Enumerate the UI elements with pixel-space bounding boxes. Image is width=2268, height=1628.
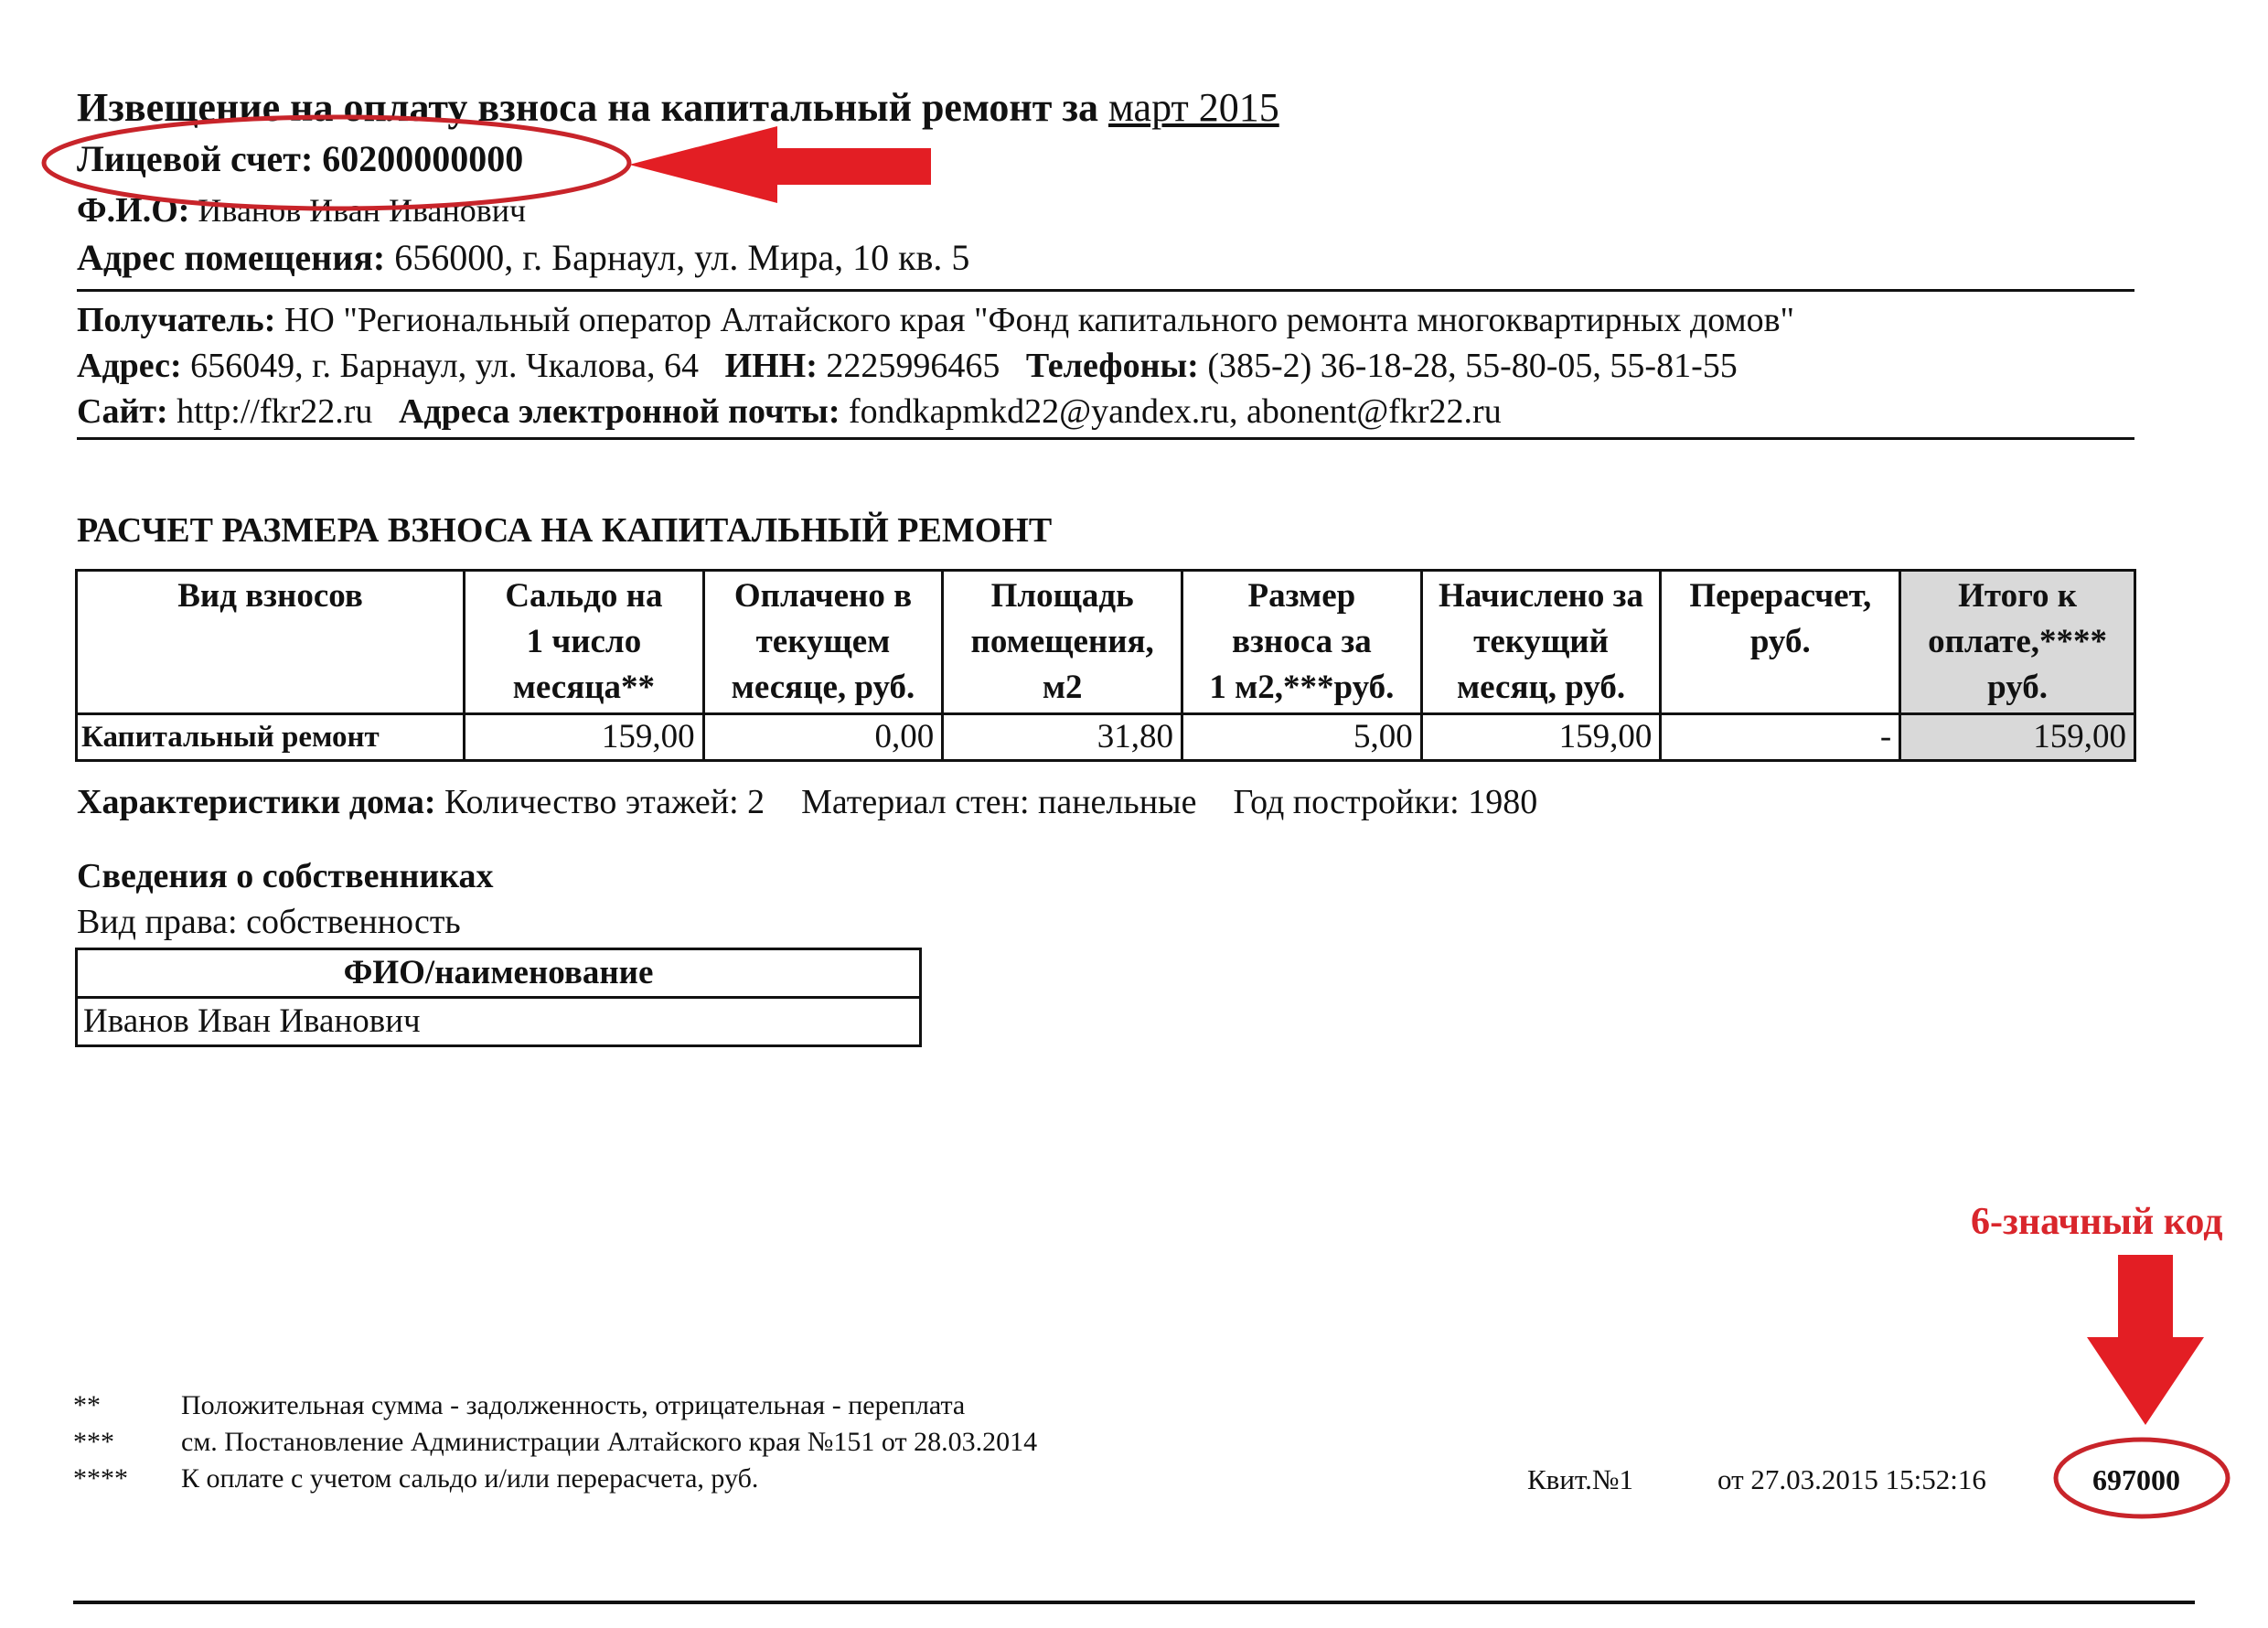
col-area: Площадь помещения, м2 (943, 571, 1182, 714)
recipient-value: НО "Региональный оператор Алтайского края "Фонд капитального ремонта многоквартирных домов" (284, 301, 1795, 339)
footnote-text: Положительная сумма - задолженность, отрицательная - переплата (181, 1390, 966, 1420)
col-rate: Размер взноса за 1 м2,***руб. (1182, 571, 1422, 714)
code-highlight-ellipse (2056, 1440, 2228, 1516)
premises-address-value: 656000, г. Барнаул, ул. Мира, 10 кв. 5 (394, 237, 970, 278)
recipient-address-label: Адрес: (77, 347, 182, 385)
site-link[interactable]: http://fkr22.ru (177, 392, 373, 431)
email-value[interactable]: fondkapmkd22@yandex.ru, abonent@fkr22.ru (849, 392, 1502, 431)
receipt-number: Квит.№1 (1527, 1463, 1633, 1495)
footnote-text: К оплате с учетом сальдо и/или перерасчета, руб. (181, 1463, 759, 1494)
cell-accrued: 159,00 (1421, 714, 1661, 761)
title-text: Извещение на оплату взноса на капитальный ремонт за (77, 85, 1098, 130)
cell-paid-current: 0,00 (703, 714, 943, 761)
email-label: Адреса электронной почты: (398, 392, 840, 431)
fio-value: Иванов Иван Иванович (198, 192, 527, 229)
footnote-mark: **** (73, 1463, 128, 1494)
col-paid-current: Оплачено в текущем месяце, руб. (703, 571, 943, 714)
cell-contribution-type: Капитальный ремонт (77, 714, 465, 761)
code-annotation-label: 6-значный код (1971, 1201, 2223, 1243)
owners-title: Сведения о собственниках (77, 857, 494, 895)
footnote-text: см. Постановление Администрации Алтайского края №151 от 28.03.2014 (181, 1427, 1038, 1457)
house-year: Год постройки: 1980 (1233, 783, 1538, 821)
col-contribution-type: Вид взносов (77, 571, 465, 714)
cell-opening-balance: 159,00 (465, 714, 704, 761)
house-label: Характеристики дома: (77, 783, 436, 821)
owner-name: Иванов Иван Иванович (77, 998, 921, 1046)
cell-area: 31,80 (943, 714, 1182, 761)
house-floors: Количество этажей: 2 (444, 783, 765, 821)
left-arrow-icon (629, 126, 931, 203)
site-label: Сайт: (77, 392, 168, 431)
account-number: 60200000000 (322, 138, 524, 179)
receipt-date: от 27.03.2015 15:52:16 (1717, 1463, 1986, 1495)
premises-address-label: Адрес помещения: (77, 237, 386, 278)
billing-period: март 2015 (1108, 85, 1279, 130)
inn-value: 2225996465 (826, 347, 1000, 385)
ownership-right-type: Вид права: собственность (77, 903, 461, 941)
col-accrued: Начислено за текущий месяц, руб. (1421, 571, 1661, 714)
recipient-address-value: 656049, г. Барнаул, ул. Чкалова, 64 (190, 347, 700, 385)
phones-label: Телефоны: (1025, 347, 1199, 385)
col-total: Итого к оплате,**** руб. (1900, 571, 2135, 714)
fio-label: Ф.И.О: (77, 191, 190, 230)
col-recalc: Перерасчет, руб. (1661, 571, 1900, 714)
account-label: Лицевой счет: (77, 138, 314, 179)
down-arrow-icon (2087, 1255, 2204, 1425)
receipt-code: 697000 (2092, 1463, 2180, 1496)
calc-section-title: РАСЧЕТ РАЗМЕРА ВЗНОСА НА КАПИТАЛЬНЫЙ РЕМОНТ (77, 511, 1053, 550)
phones-value: (385-2) 36-18-28, 55-80-05, 55-81-55 (1207, 347, 1738, 385)
col-opening-balance: Сальдо на 1 число месяца** (465, 571, 704, 714)
recipient-label: Получатель: (77, 301, 276, 339)
cell-recalc: - (1661, 714, 1900, 761)
footnote-mark: ** (73, 1390, 101, 1420)
account-highlight-ellipse (44, 117, 629, 209)
owners-column-header: ФИО/наименование (77, 949, 921, 998)
cell-rate: 5,00 (1182, 714, 1422, 761)
footnote-mark: *** (73, 1427, 114, 1457)
cell-total: 159,00 (1900, 714, 2135, 761)
inn-label: ИНН: (724, 347, 818, 385)
house-walls: Материал стен: панельные (801, 783, 1197, 821)
